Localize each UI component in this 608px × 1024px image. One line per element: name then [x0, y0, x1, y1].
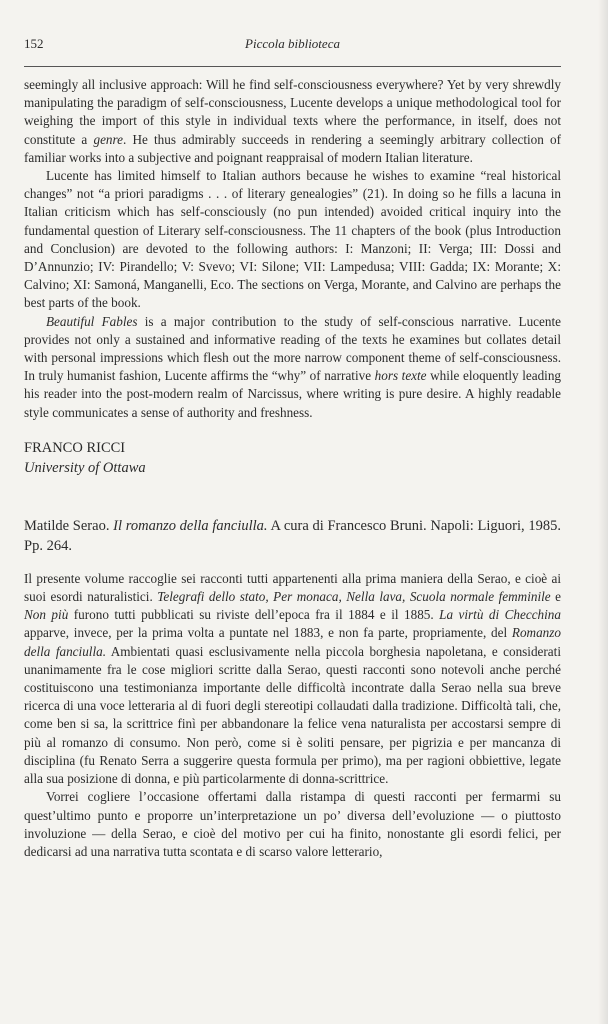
reviewer-affiliation: University of Ottawa — [24, 459, 146, 476]
text: Il presente volume raccoglie sei racconti tutti appartenenti alla prima maniera della Serao, e cioè ai suoi esordi naturalistici. — [24, 570, 561, 605]
page-number: 152 — [24, 36, 44, 51]
review2-citation — [24, 516, 561, 556]
text: while eloquently leading his reader into the post-modern realm of Narcissus, where writing is pure desire. A highly readable style communicates a sense of authority and freshness. — [24, 368, 562, 420]
italic-term: hors texte — [374, 368, 427, 384]
italic-title: La virtù di Checchina — [439, 607, 561, 623]
text: . He thus admirably succeeds in rendering a seemingly arbitrary collection of familiar works into a subjective and poignant reappraisal of modern Italian literature. — [24, 131, 561, 165]
italic-title: Non più — [24, 607, 69, 623]
italic-title: Romanzo della fanciulla. — [24, 625, 561, 659]
header-rule — [24, 66, 561, 67]
review2-paragraph-1 — [24, 570, 561, 788]
text: seemingly all inclusive approach: Will he find self-consciousness everywhere? Yet by very shrewdly manipulating the paradigm of self-consciousness, Lucente develops a unique methodological tool for weighing the import of this style in individual texts where the performance, in itself, does not constitute a — [24, 77, 561, 147]
italic-title: Telegrafi dello stato, Per monaca, Nella lava, Scuola normale femminile — [157, 589, 551, 605]
book-title: Beautiful Fables — [46, 313, 138, 329]
review1-paragraph-3 — [24, 313, 561, 422]
review1-paragraph-2: Lucente has limited himself to Italian authors because he wishes to examine “real historical changes” not “a priori paradigms . . . of literary genealogies” (21). In doing so he fills a lacuna in Italian criticism which has self-consciously (no pun intended) avoided critical inquiry into the fundamental question of Literary self-consciousness. The 11 chapters of the book (plus Introduction and Conclusion) are devoted to the following authors: I: Manzoni; II: Verga; III: Dossi and D’Annunzio; IV: Pirandello; V: Svevo; VI: Silone; VII: Lampedusa; VIII: Gadda; IX: Morante; X: Calvino; XI: Samoná, Manganelli, Eco. The sections on Verga, Morante, and Calvino are perhaps the best parts of the book. — [24, 168, 561, 311]
text: apparve, invece, per la prima volta a puntate nel 1883, e non fa parte, propriamente, del — [24, 625, 508, 641]
text: Ambientati quasi esclusivamente nella piccola borghesia napoletana, e considerati unanimamente fra le cose migliori scritte dalla Serao, questi racconti sono notevoli anche perché costituiscono una testimonianza importante delle difficoltà incontrate dalla Serao nella sua breve ricerca di una voce letteraria al di fuori degli stereotipi collaudati dalla tradizione. Difficoltà tali, che, come ben si sa, la scrittrice finì per abbandonare la felice vena naturalista per accostarsi sempre di più al romanzo di consumo. Non però, come si è soliti pensare, per pigrizia e per mancanza di disciplina (fu Renato Serra a suggerire questa formula per primo), ma per ragioni obbiettive, legate alla sua posizione di donna, e più particolarmente di donna-scrittrice. — [24, 643, 561, 787]
review1-paragraph-1 — [24, 76, 561, 167]
italic-term: genre — [93, 131, 124, 147]
book-title: Il romanzo della fanciulla. — [113, 517, 268, 534]
publication-info: A cura di Francesco Bruni. Napoli: Liguori, 1985. Pp. 264. — [24, 517, 562, 554]
page — [24, 30, 562, 859]
body-text — [24, 76, 561, 861]
book-author: Matilde Serao. — [24, 517, 110, 534]
reviewer-name: FRANCO RICCI — [24, 439, 126, 456]
text: furono tutti pubblicati su riviste dell’epoca fra il 1884 e il 1885. — [73, 607, 434, 623]
review2-paragraph-2: Vorrei cogliere l’occasione offertami dalla ristampa di questi racconti per fermarmi su quest’ultimo punto e proporre un’interpretazione un po’ diversa dell’evoluzione — o piuttosto involuzione — della Serao, e cioè del motivo per cui ha finito, nonostante gli esordi felici, per dedicarsi ad una narrativa tutta scontata e di scarso valore letterario, — [24, 789, 561, 859]
journal-title: Piccola biblioteca — [245, 36, 340, 51]
text: e — [555, 589, 562, 605]
running-head — [24, 30, 561, 50]
text: is a major contribution to the study of self-conscious narrative. Lucente provides not only a sustained and informative reading of the texts he examines but collates detail with personal impressions which flesh out the more narrow component theme of self-consciousness. In truly humanist fashion, Lucente affirms the “why” of narrative — [24, 313, 561, 384]
page-edge-shadow — [598, 0, 608, 1024]
